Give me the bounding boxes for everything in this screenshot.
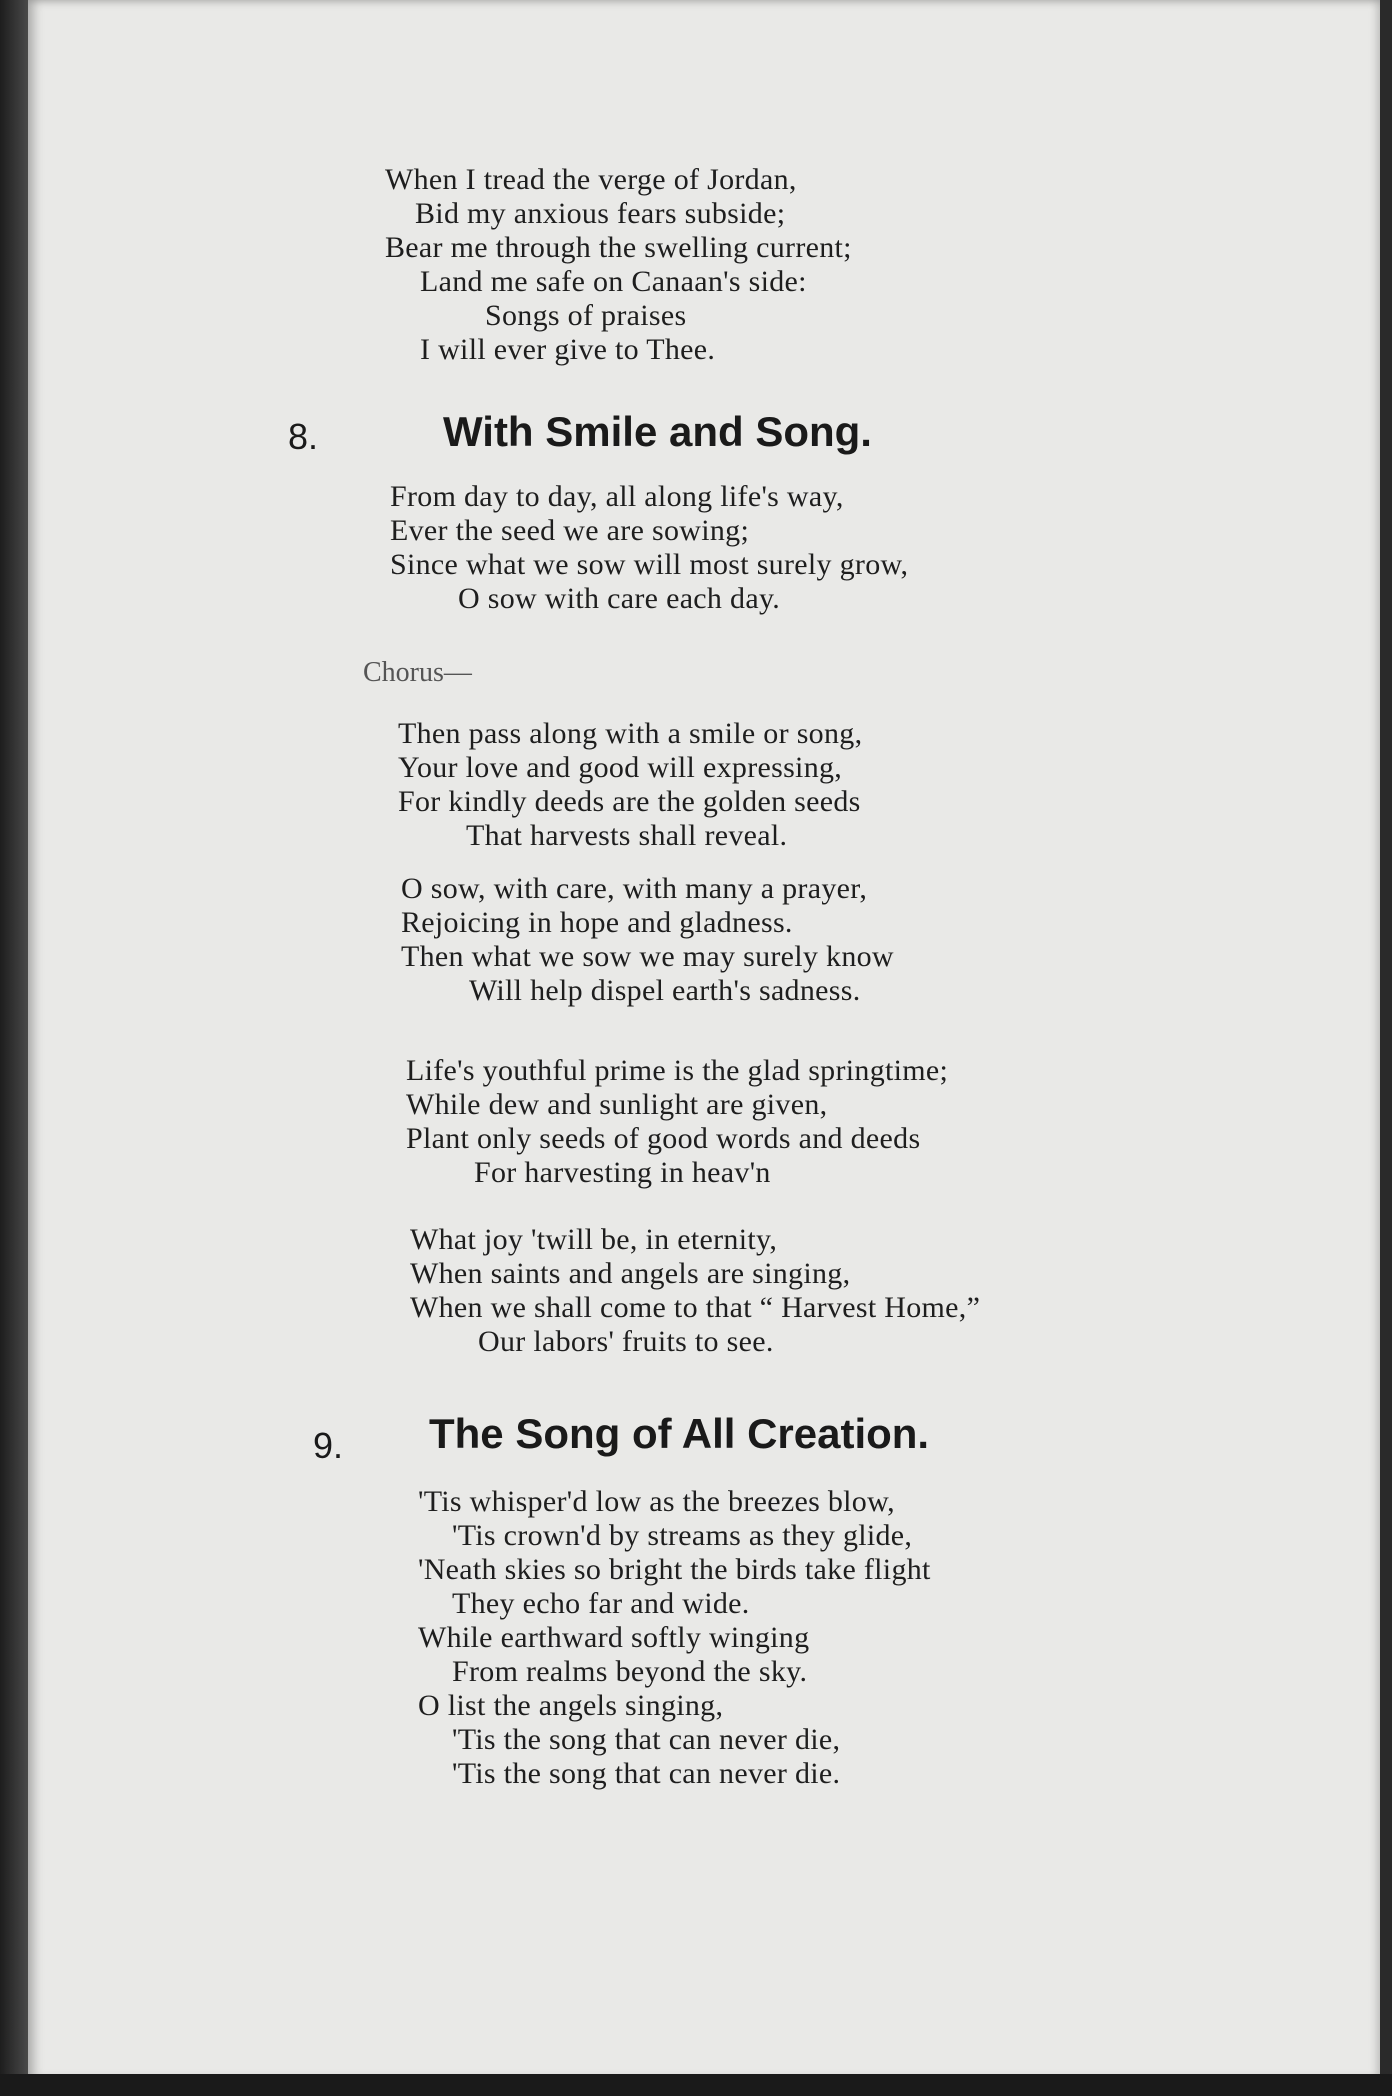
verse-line: When we shall come to that “ Harvest Home,”	[410, 1291, 981, 1324]
verse-line: Bid my anxious fears subside;	[415, 197, 786, 230]
verse-line: O sow with care each day.	[458, 582, 781, 615]
verse-line: Rejoicing in hope and gladness.	[401, 906, 793, 939]
verse-line: While dew and sunlight are given,	[406, 1088, 828, 1121]
verse-line: 'Tis whisper'd low as the breezes blow,	[418, 1485, 895, 1518]
stanza-7-end	[385, 163, 852, 367]
verse-line: When I tread the verge of Jordan,	[385, 163, 797, 196]
verse-line: Songs of praises	[485, 299, 687, 332]
hymn-8-verse-1	[390, 480, 908, 616]
hymn-8-verse-4	[410, 1223, 980, 1359]
verse-line: For harvesting in heav'n	[474, 1156, 771, 1189]
verse-line: Bear me through the swelling current;	[385, 231, 852, 264]
verse-line: What joy 'twill be, in eternity,	[410, 1223, 778, 1256]
verse-line: Will help dispel earth's sadness.	[469, 974, 861, 1007]
page	[28, 0, 1380, 2080]
verse-line: Since what we sow will most surely grow,	[390, 548, 909, 581]
verse-line: Our labors' fruits to see.	[478, 1325, 774, 1358]
verse-line: O sow, with care, with many a prayer,	[401, 872, 868, 905]
hymn-8-verse-3	[406, 1054, 948, 1190]
verse-line: While earthward softly winging	[418, 1621, 810, 1654]
verse-line: Land me safe on Canaan's side:	[420, 265, 807, 298]
verse-line: For kindly deeds are the golden seeds	[398, 785, 861, 818]
verse-line: Then pass along with a smile or song,	[398, 717, 863, 750]
chorus-label: Chorus—	[363, 657, 472, 688]
verse-line: Ever the seed we are sowing;	[390, 514, 750, 547]
hymn-number: 8.	[288, 416, 319, 457]
hymn-title: The Song of All Creation.	[429, 1410, 930, 1457]
verse-line: O list the angels singing,	[418, 1689, 724, 1722]
hymn-number: 9.	[313, 1425, 344, 1466]
verse-line: They echo far and wide.	[452, 1587, 750, 1620]
verse-line: 'Tis the song that can never die,	[452, 1723, 841, 1756]
verse-line: That harvests shall reveal.	[466, 819, 788, 852]
verse-line: Your love and good will expressing,	[398, 751, 843, 784]
verse-line: Plant only seeds of good words and deeds	[406, 1122, 921, 1155]
verse-line: From day to day, all along life's way,	[390, 480, 844, 513]
hymn-title: With Smile and Song.	[443, 408, 872, 455]
page-bottom-edge	[0, 2074, 1392, 2096]
verse-line: 'Tis crown'd by streams as they glide,	[452, 1519, 913, 1552]
verse-line: 'Neath skies so bright the birds take flight	[418, 1553, 931, 1586]
verse-line: Life's youthful prime is the glad springtime;	[406, 1054, 949, 1087]
verse-line: When saints and angels are singing,	[410, 1257, 851, 1290]
verse-line: I will ever give to Thee.	[420, 333, 716, 366]
hymn-8-chorus	[398, 717, 862, 853]
verse-line: From realms beyond the sky.	[452, 1655, 808, 1688]
hymn-8-verse-2	[401, 872, 894, 1008]
verse-line: Then what we sow we may surely know	[401, 940, 894, 973]
hymn-9-verse-1	[418, 1485, 931, 1791]
verse-line: 'Tis the song that can never die.	[452, 1757, 841, 1790]
